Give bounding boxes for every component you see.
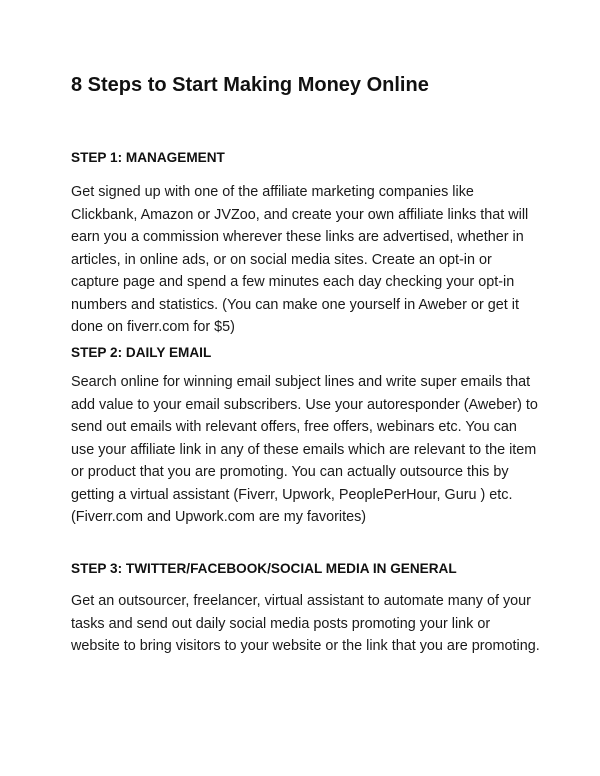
step-section xyxy=(71,148,541,339)
step-body: Get signed up with one of the affiliate marketing companies like Clickbank, Amazon or JVZoo, and create your own affiliate links that will earn you a commission wherever these links are advertised, whether in articles, in online ads, or on social media sites. Create an opt-in or capture page and spend a few minutes each day checking your opt-in numbers and statistics. (You can make one yourself in Aweber or get it done on fiverr.com for $5) xyxy=(71,184,529,335)
step-heading: STEP 2: DAILY EMAIL xyxy=(71,345,212,360)
step-section xyxy=(71,559,541,658)
step-section xyxy=(71,343,541,529)
step-heading: STEP 3: TWITTER/FACEBOOK/SOCIAL MEDIA IN GENERAL xyxy=(71,561,457,576)
document-title: 8 Steps to Start Making Money Online xyxy=(71,74,429,96)
document-content xyxy=(71,72,541,654)
step-body: Get an outsourcer, freelancer, virtual assistant to automate many of your tasks and send out daily social media posts promoting your link or website to bring visitors to your website or the link that you are promoting. xyxy=(71,593,540,654)
step-heading: STEP 1: MANAGEMENT xyxy=(71,150,225,165)
step-body: Search online for winning email subject lines and write super emails that add value to your email subscribers. Use your autoresponder (Aweber) to send out emails with relevant offers, free offers, webinars etc. You can use your affiliate link in any of these emails which are relevant to the item or product that you are promoting. You can actually outsource this by getting a virtual assistant (Fiverr, Upwork, PeoplePerHour, Guru ) etc. (Fiverr.com and Upwork.com are my favorites) xyxy=(71,374,538,525)
